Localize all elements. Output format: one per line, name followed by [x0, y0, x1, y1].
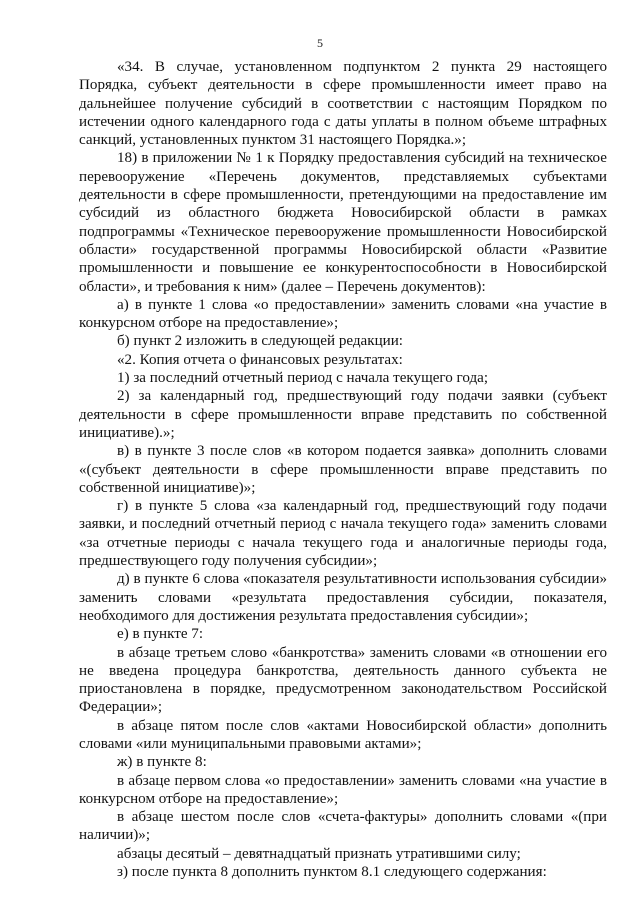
page-number: 5	[317, 36, 323, 50]
paragraph-subitem-e: е) в пункте 7:	[117, 626, 204, 643]
document-body	[79, 58, 607, 881]
paragraph-item-18: 18) в приложении № 1 к Порядку предоставления субсидий на техническое перевооружение «Перечень документов, представляемых субъектами деятельности в сфере промышленности, претендующими на предоставление им субсидий из областного бюджета Новосибирской области в рамках подпрограммы «Техническое перевооружение промышленности Новосибирской области» государственной программы Новосибирской области «Развитие промышленности и повышение ее конкурентоспособности в Новосибирской области», и требования к ним» (далее – Перечень документов):	[79, 150, 607, 295]
paragraph-abzac-3: в абзаце третьем слово «банкротства» заменить словами «в отношении его не введена процедура банкротства, деятельность данного субъекта не приостановлена в порядке, предусмотренном законодательством Российской Федерации»;	[79, 644, 607, 716]
paragraph-clause-34: «34. В случае, установленном подпунктом 2 пункта 29 настоящего Порядка, субъект деятельности в сфере промышленности имеет право на дальнейшее получение субсидий в соответствии с настоящим Порядком по истечении одного календарного года с даты уплаты в полном объеме штрафных санкций, установленных пунктом 31 настоящего Порядка.»;	[79, 59, 607, 149]
paragraph-subitem-d: д) в пункте 6 слова «показателя результативности использования субсидии» заменить словами «результата предоставления субсидии, показателя, необходимого для достижения результата предоставления субсидии»;	[79, 571, 607, 624]
paragraph-subitem-z: з) после пункта 8 дополнить пунктом 8.1 следующего содержания:	[117, 864, 547, 881]
paragraph-subitem-v: в) в пункте 3 после слов «в котором подается заявка» дополнить словами «(субъект деятельности в сфере промышленности вправе представить по собственной инициативе)»;	[79, 443, 607, 496]
paragraph-clause-2-heading: «2. Копия отчета о финансовых результатах:	[117, 351, 403, 368]
paragraph-clause-2-point-2: 2) за календарный год, предшествующий году подачи заявки (субъект деятельности в сфере промышленности вправе представить по собственной инициативе).»;	[79, 388, 607, 441]
paragraph-subitem-b: б) пункт 2 изложить в следующей редакции:	[117, 333, 403, 350]
paragraph-subitem-a: а) в пункте 1 слова «о предоставлении» заменить словами «на участие в конкурсном отборе на предоставление»;	[79, 296, 607, 332]
paragraph-clause-2-point-1: 1) за последний отчетный период с начала текущего года;	[117, 370, 489, 387]
paragraph-abzac-6: в абзаце шестом после слов «счета-фактуры» дополнить словами «(при наличии)»;	[79, 809, 607, 844]
paragraph-subitem-g: г) в пункте 5 слова «за календарный год, предшествующий году подачи заявки, и последний отчетный период с начала текущего года» заменить словами «за отчетные периоды с начала текущего года и аналогичные периоды года, предшествующего году получения субсидии»;	[79, 498, 607, 570]
paragraph-abzac-1: в абзаце первом слова «о предоставлении» заменить словами «на участие в конкурсном отборе на предоставление»;	[79, 772, 607, 807]
paragraph-subitem-zh: ж) в пункте 8:	[117, 754, 207, 771]
paragraph-abzac-5: в абзаце пятом после слов «актами Новосибирской области» дополнить словами «или муниципальными правовыми актами»;	[79, 717, 607, 752]
paragraph-abzacy-10-19: абзацы десятый – девятнадцатый признать утратившими силу;	[117, 845, 521, 862]
